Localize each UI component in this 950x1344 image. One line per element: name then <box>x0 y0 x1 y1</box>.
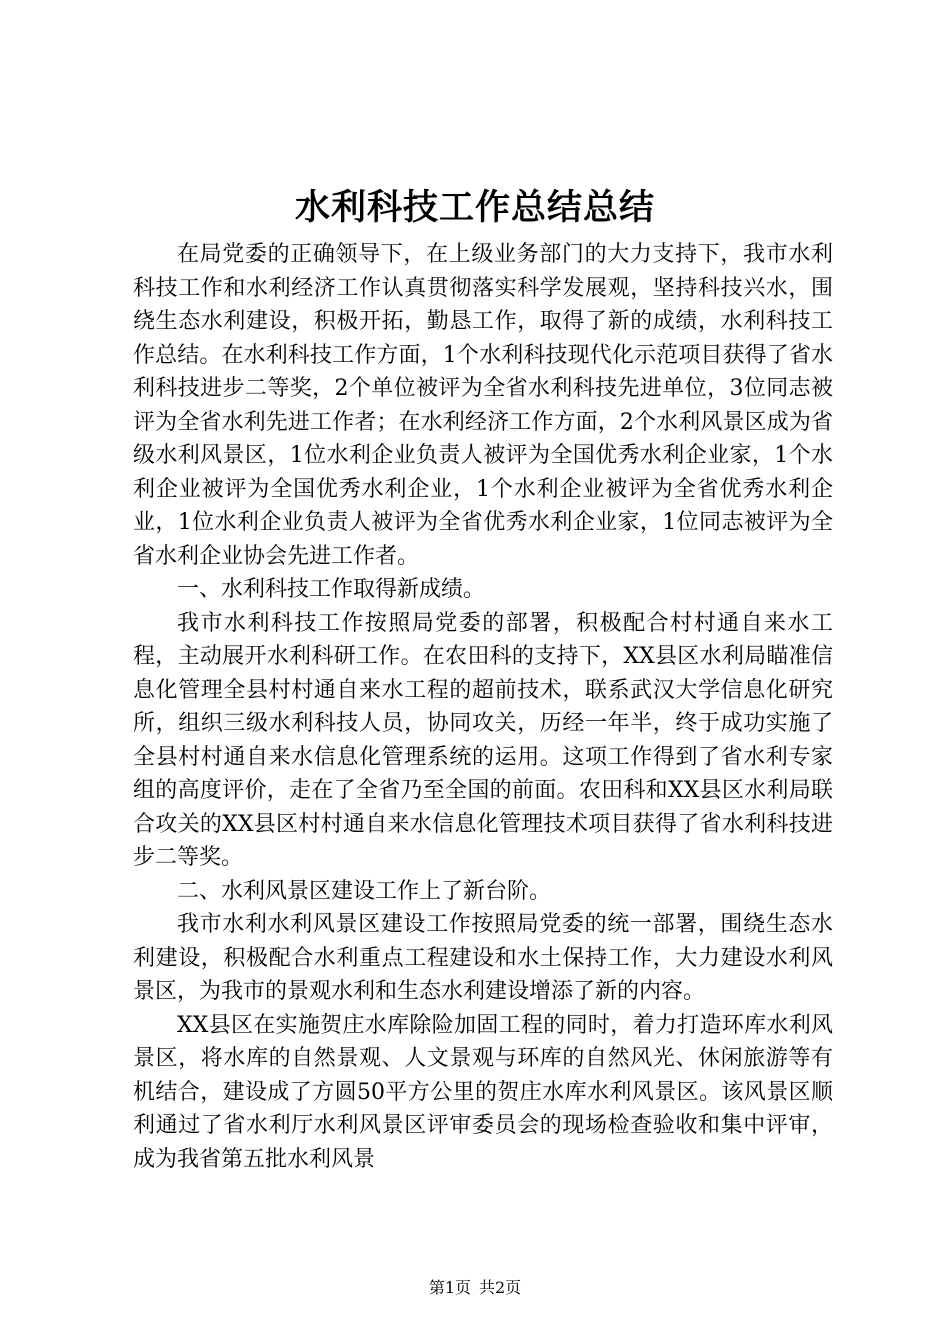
paragraph-section-1: 我市水利科技工作按照局党委的部署，积极配合村村通自来水工程，主动展开水利科研工作。在农田科的支持下，XX县区水利局瞄准信息化管理全县村村通自来水工程的超前技术，联系武汉大学信息化研究所，组织三级水利科技人员，协同攻关，历经一年半，终于成功实施了全县村村通自来水信息化管理系统的运用。这项工作得到了省水利专家组的高度评价，走在了全省乃至全国的前面。农田科和XX县区水利局联合攻关的XX县区村村通自来水信息化管理技术项目获得了省水利科技进步二等奖。 <box>133 610 833 870</box>
page-number-total: 共2页 <box>479 1278 522 1297</box>
paragraph-intro: 在局党委的正确领导下，在上级业务部门的大力支持下，我市水利科技工作和水利经济工作认真贯彻落实科学发展观，坚持科技兴水，围绕生态水利建设，积极开拓，勤恳工作，取得了新的成绩，水利科技工作总结。在水利科技工作方面，1个水利科技现代化示范项目获得了省水利科技进步二等奖，2个单位被评为全省水利科技先进单位，3位同志被评为全省水利先进工作者；在水利经济工作方面，2个水利风景区成为省级水利风景区，1位水利企业负责人被评为全国优秀水利企业家，1个水利企业被评为全国优秀水利企业，1个水利企业被评为全省优秀水利企业，1位水利企业负责人被评为全省优秀水利企业家，1位同志被评为全省水利企业协会先进工作者。 <box>133 242 833 569</box>
page-number-current: 第1页 <box>428 1278 471 1297</box>
paragraph-section-2: 我市水利水利风景区建设工作按照局党委的统一部署，围绕生态水利建设，积极配合水利重点工程建设和水土保持工作，大力建设水利风景区，为我市的景观水利和生态水利建设增添了新的内容。 <box>133 912 833 1004</box>
section-heading-1: 一、水利科技工作取得新成绩。 <box>177 577 486 602</box>
paragraph-section-2-detail: XX县区在实施贺庄水库除险加固工程的同时，着力打造环库水利风景区，将水库的自然景观、人文景观与环库的自然风光、休闲旅游等有机结合，建设成了方圆50平方公里的贺庄水库水利风景区。该风景区顺利通过了省水利厅水利风景区评审委员会的现场检查验收和集中评审，成为我省第五批水利风景 <box>133 1012 833 1172</box>
document-title: 水利科技工作总结总结 <box>294 187 655 228</box>
page-footer <box>0 1277 950 1299</box>
section-heading-2: 二、水利风景区建设工作上了新台阶。 <box>177 878 552 904</box>
document-body <box>133 238 833 1176</box>
